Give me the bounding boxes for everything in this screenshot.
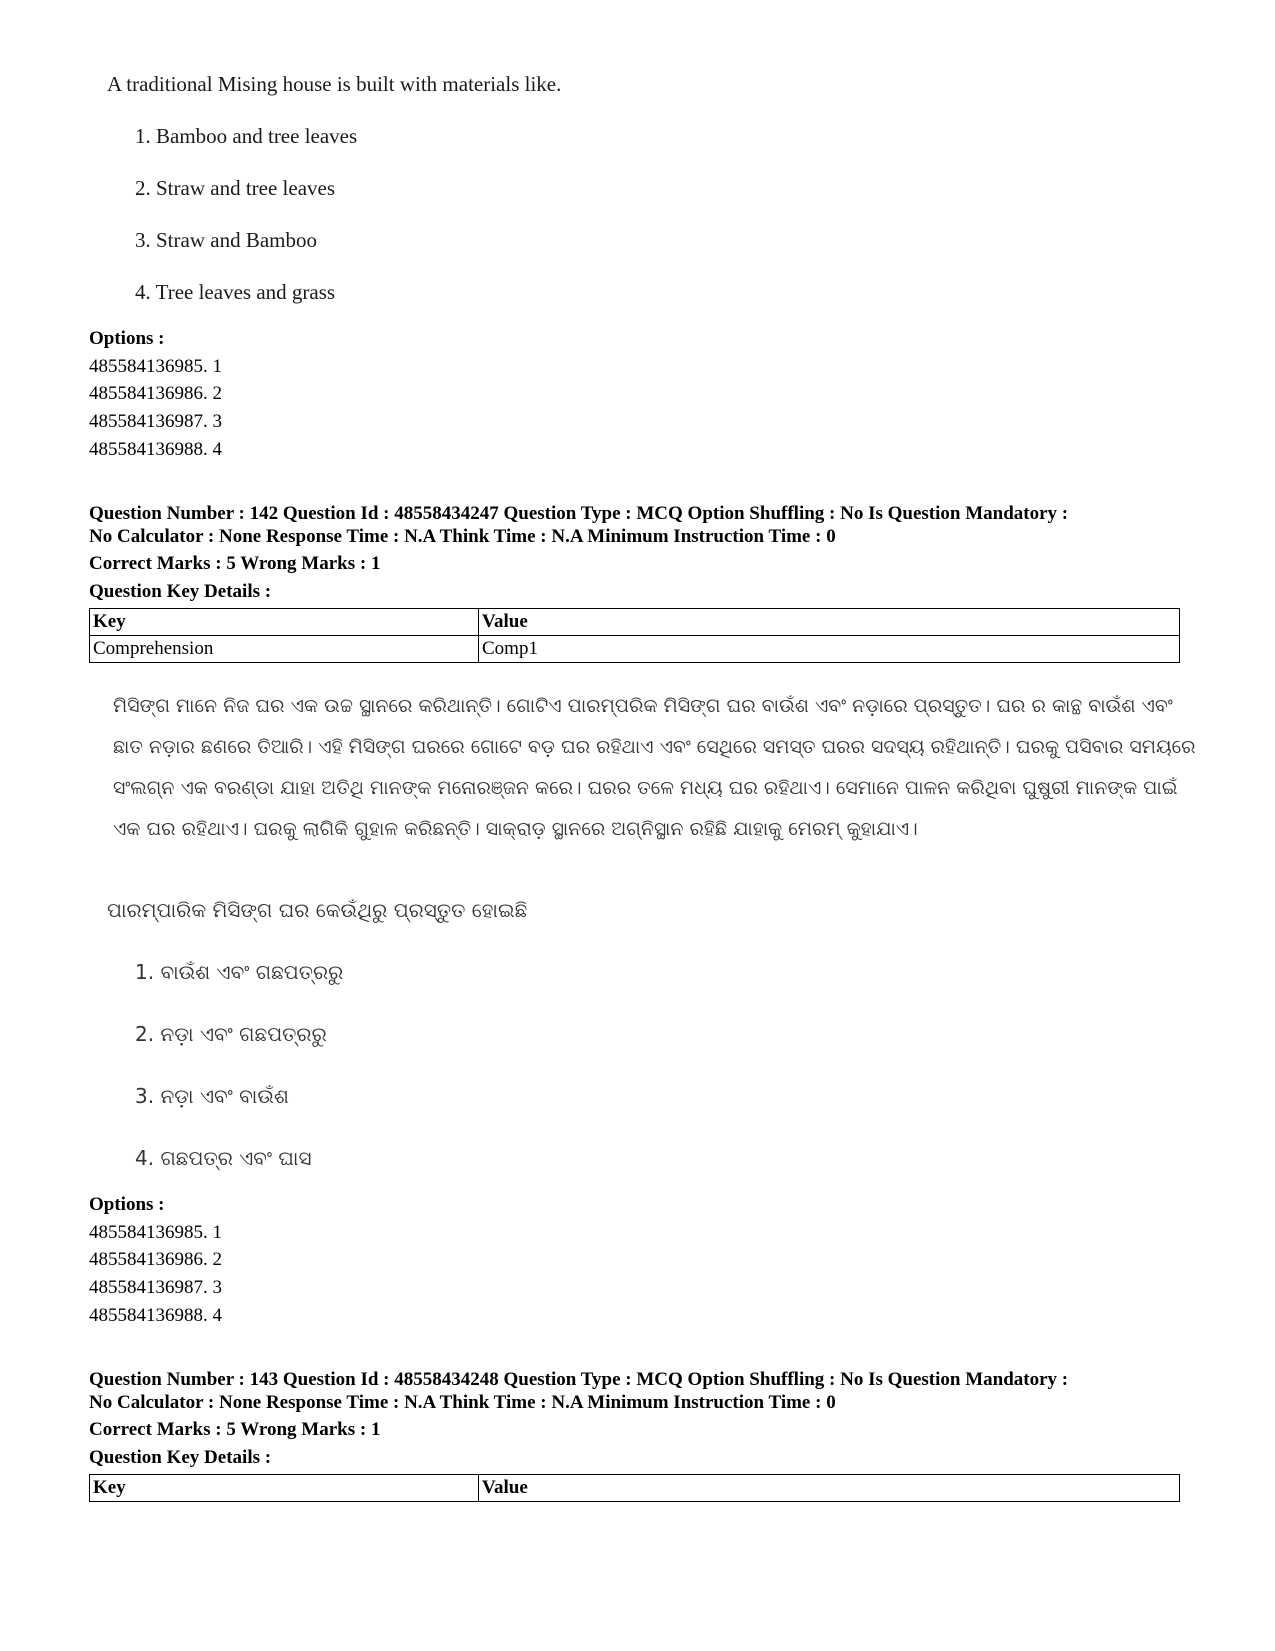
marks-line: Correct Marks : 5 Wrong Marks : 1 [89,1419,381,1440]
key-details-table [89,1474,1180,1502]
question-meta-line-2: No Calculator : None Response Time : N.A Think Time : N.A Minimum Instruction Time : 0 [89,1392,836,1413]
question-stem: A traditional Mising house is built with materials like. [107,72,562,96]
table-cell-value: Comp1 [479,636,1180,663]
choice-3: 3. Straw and Bamboo [135,228,317,252]
options-heading: Options : [89,328,165,349]
question-meta-line-2: No Calculator : None Response Time : N.A Think Time : N.A Minimum Instruction Time : 0 [89,526,836,547]
question-stem: ପାରମ୍ପାରିକ ମିସିଙ୍ଗ ଘର କେଉଁଥିରୁ ପ୍ରସ୍ତୁତ ହୋଇଛି [107,898,528,922]
key-details-table [89,608,1180,663]
choice-4: 4. Tree leaves and grass [135,280,336,304]
choice-2: 2. ନଡ଼ା ଏବଂ ଗଛପତ୍ରରୁ [135,1022,327,1046]
table-header-value: Value [479,609,1180,636]
option-line-1: 485584136985. 1 [89,356,222,377]
table-header-row [90,1475,1180,1502]
option-line-3: 485584136987. 3 [89,411,222,432]
table-header-value: Value [479,1475,1180,1502]
marks-line: Correct Marks : 5 Wrong Marks : 1 [89,553,381,574]
options-heading: Options : [89,1194,165,1215]
table-header-key: Key [90,1475,479,1502]
question-meta-line-1: Question Number : 143 Question Id : 48558434248 Question Type : MCQ Option Shuffling : No Is Question Mandatory : [89,1369,1069,1390]
choice-1: 1. ବାଉଁଶ ଏବଂ ଗଛପତ୍ରରୁ [135,960,344,984]
choice-3: 3. ନଡ଼ା ଏବଂ ବାଉଁଶ [135,1084,289,1108]
key-details-heading: Question Key Details : [89,1447,272,1468]
option-line-3: 485584136987. 3 [89,1277,222,1298]
table-header-row [90,609,1180,636]
option-line-4: 485584136988. 4 [89,1305,222,1326]
option-line-2: 485584136986. 2 [89,383,222,404]
key-details-heading: Question Key Details : [89,581,272,602]
table-row [90,636,1180,663]
table-cell-key: Comprehension [90,636,479,663]
comprehension-passage: ମିସିଙ୍ଗ ମାନେ ନିଜ ଘର ଏକ ଉଚ୍ଚ ସ୍ଥାନରେ କରିଥାନ୍ତି। ଗୋଟିଏ ପାରମ୍ପରିକ ମିସିଙ୍ଗ ଘର ବାଉଁଶ ଏବଂ ନଡ଼ାରେ ପ୍ରସ୍ତୁତ। ଘର ର କାନ୍ଥ ବାଉଁଶ ଏବଂ ଛାତ ନଡ଼ାର ଛଣରେ ତିଆରି। ଏହି ମିସିଙ୍ଗ ଘରରେ ଗୋଟେ ବଡ଼ ଘର ରହିଥାଏ ଏବଂ ସେଥିରେ ସମସ୍ତ ଘରର ସଦସ୍ୟ ରହିଥାନ୍ତି। ଘରକୁ ପସିବାର ସମୟରେ ସଂଲଗ୍ନ ଏକ ବରଣ୍ଡା ଯାହା ଅତିଥି ମାନଙ୍କ ମନୋରଞ୍ଜନ କରେ। ଘରର ତଳେ ମଧ୍ୟ ଘର ରହିଥାଏ। ସେମାନେ ପାଳନ କରିଥିବା ଘୁଷୁରୀ ମାନଙ୍କ ପାଇଁ ଏକ ଘର ରହିଥାଏ। ଘରକୁ ଲାଗିକି ଗୁହାଳ କରିଛନ୍ତି। ସାକ୍ରାଡ଼ ସ୍ଥାନରେ ଅଗ୍ନିସ୍ଥାନ ରହିଛି ଯାହାକୁ ମେରମ୍ କୁହାଯାଏ। [113,695,1196,840]
option-line-4: 485584136988. 4 [89,439,222,460]
option-line-2: 485584136986. 2 [89,1249,222,1270]
table-header-key: Key [90,609,479,636]
option-line-1: 485584136985. 1 [89,1222,222,1243]
choice-1: 1. Bamboo and tree leaves [135,124,358,148]
question-meta-line-1: Question Number : 142 Question Id : 48558434247 Question Type : MCQ Option Shuffling : No Is Question Mandatory : [89,503,1069,524]
choice-4: 4. ଗଛପତ୍ର ଏବଂ ଘାସ [135,1146,312,1170]
choice-2: 2. Straw and tree leaves [135,176,336,200]
